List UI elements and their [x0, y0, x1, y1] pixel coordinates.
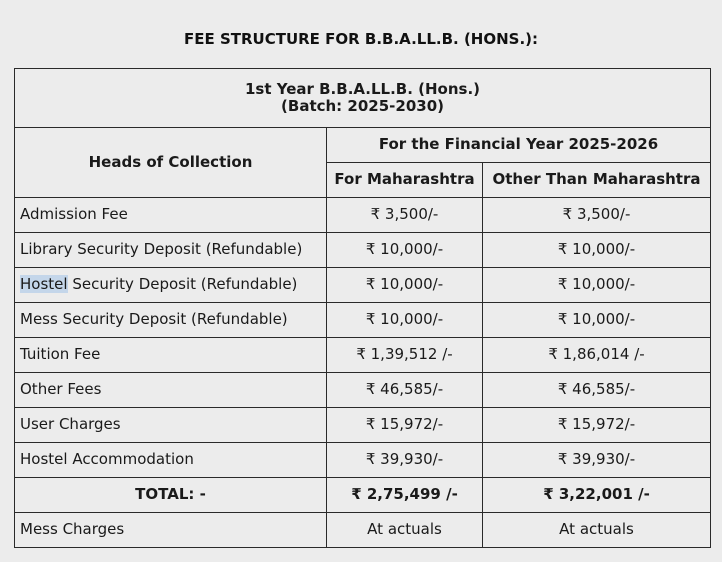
table-row [15, 198, 711, 233]
row-label [15, 268, 327, 303]
other-amount: ₹ 46,585/- [483, 373, 711, 408]
caption-batch: (Batch: 2025-2030) [281, 97, 444, 115]
row-label: Hostel Accommodation [15, 443, 327, 478]
total-maharashtra: ₹ 2,75,499 /- [327, 478, 483, 513]
caption-year: 1st Year B.B.A.LL.B. (Hons.) [244, 79, 481, 98]
table-row [15, 303, 711, 338]
total-label: TOTAL: - [15, 478, 327, 513]
other-amount: ₹ 15,972/- [483, 408, 711, 443]
table-caption-row [15, 69, 711, 128]
maharashtra-amount: ₹ 46,585/- [327, 373, 483, 408]
fee-structure-table [14, 68, 711, 548]
other-amount: ₹ 1,86,014 /- [483, 338, 711, 373]
row-label: User Charges [15, 408, 327, 443]
maharashtra-amount: At actuals [327, 513, 483, 548]
table-row [15, 268, 711, 303]
financial-year-header: For the Financial Year 2025-2026 [327, 128, 711, 163]
table-row [15, 338, 711, 373]
header-row-1 [15, 128, 711, 163]
other-column-header: Other Than Maharashtra [483, 163, 711, 198]
total-other: ₹ 3,22,001 /- [483, 478, 711, 513]
row-label: Mess Security Deposit (Refundable) [15, 303, 327, 338]
other-amount: ₹ 10,000/- [483, 303, 711, 338]
maharashtra-amount: ₹ 10,000/- [327, 233, 483, 268]
maharashtra-column-header: For Maharashtra [327, 163, 483, 198]
maharashtra-amount: ₹ 15,972/- [327, 408, 483, 443]
maharashtra-amount: ₹ 3,500/- [327, 198, 483, 233]
other-amount: ₹ 39,930/- [483, 443, 711, 478]
table-row [15, 408, 711, 443]
other-amount: At actuals [483, 513, 711, 548]
table-caption [15, 69, 711, 128]
row-label: Mess Charges [15, 513, 327, 548]
mess-charges-row [15, 513, 711, 548]
maharashtra-amount: ₹ 10,000/- [327, 268, 483, 303]
row-label: Admission Fee [15, 198, 327, 233]
selected-text[interactable]: Hostel [20, 275, 68, 294]
row-label-rest: Security Deposit (Refundable) [67, 275, 298, 294]
row-label: Other Fees [15, 373, 327, 408]
row-label: Tuition Fee [15, 338, 327, 373]
table-row [15, 443, 711, 478]
maharashtra-amount: ₹ 39,930/- [327, 443, 483, 478]
other-amount: ₹ 10,000/- [483, 233, 711, 268]
heads-of-collection-header: Heads of Collection [15, 128, 327, 198]
maharashtra-amount: ₹ 10,000/- [327, 303, 483, 338]
table-row [15, 233, 711, 268]
table-row [15, 373, 711, 408]
page-title: FEE STRUCTURE FOR B.B.A.LL.B. (HONS.): [183, 30, 539, 48]
other-amount: ₹ 3,500/- [483, 198, 711, 233]
total-row [15, 478, 711, 513]
other-amount: ₹ 10,000/- [483, 268, 711, 303]
row-label: Library Security Deposit (Refundable) [15, 233, 327, 268]
maharashtra-amount: ₹ 1,39,512 /- [327, 338, 483, 373]
